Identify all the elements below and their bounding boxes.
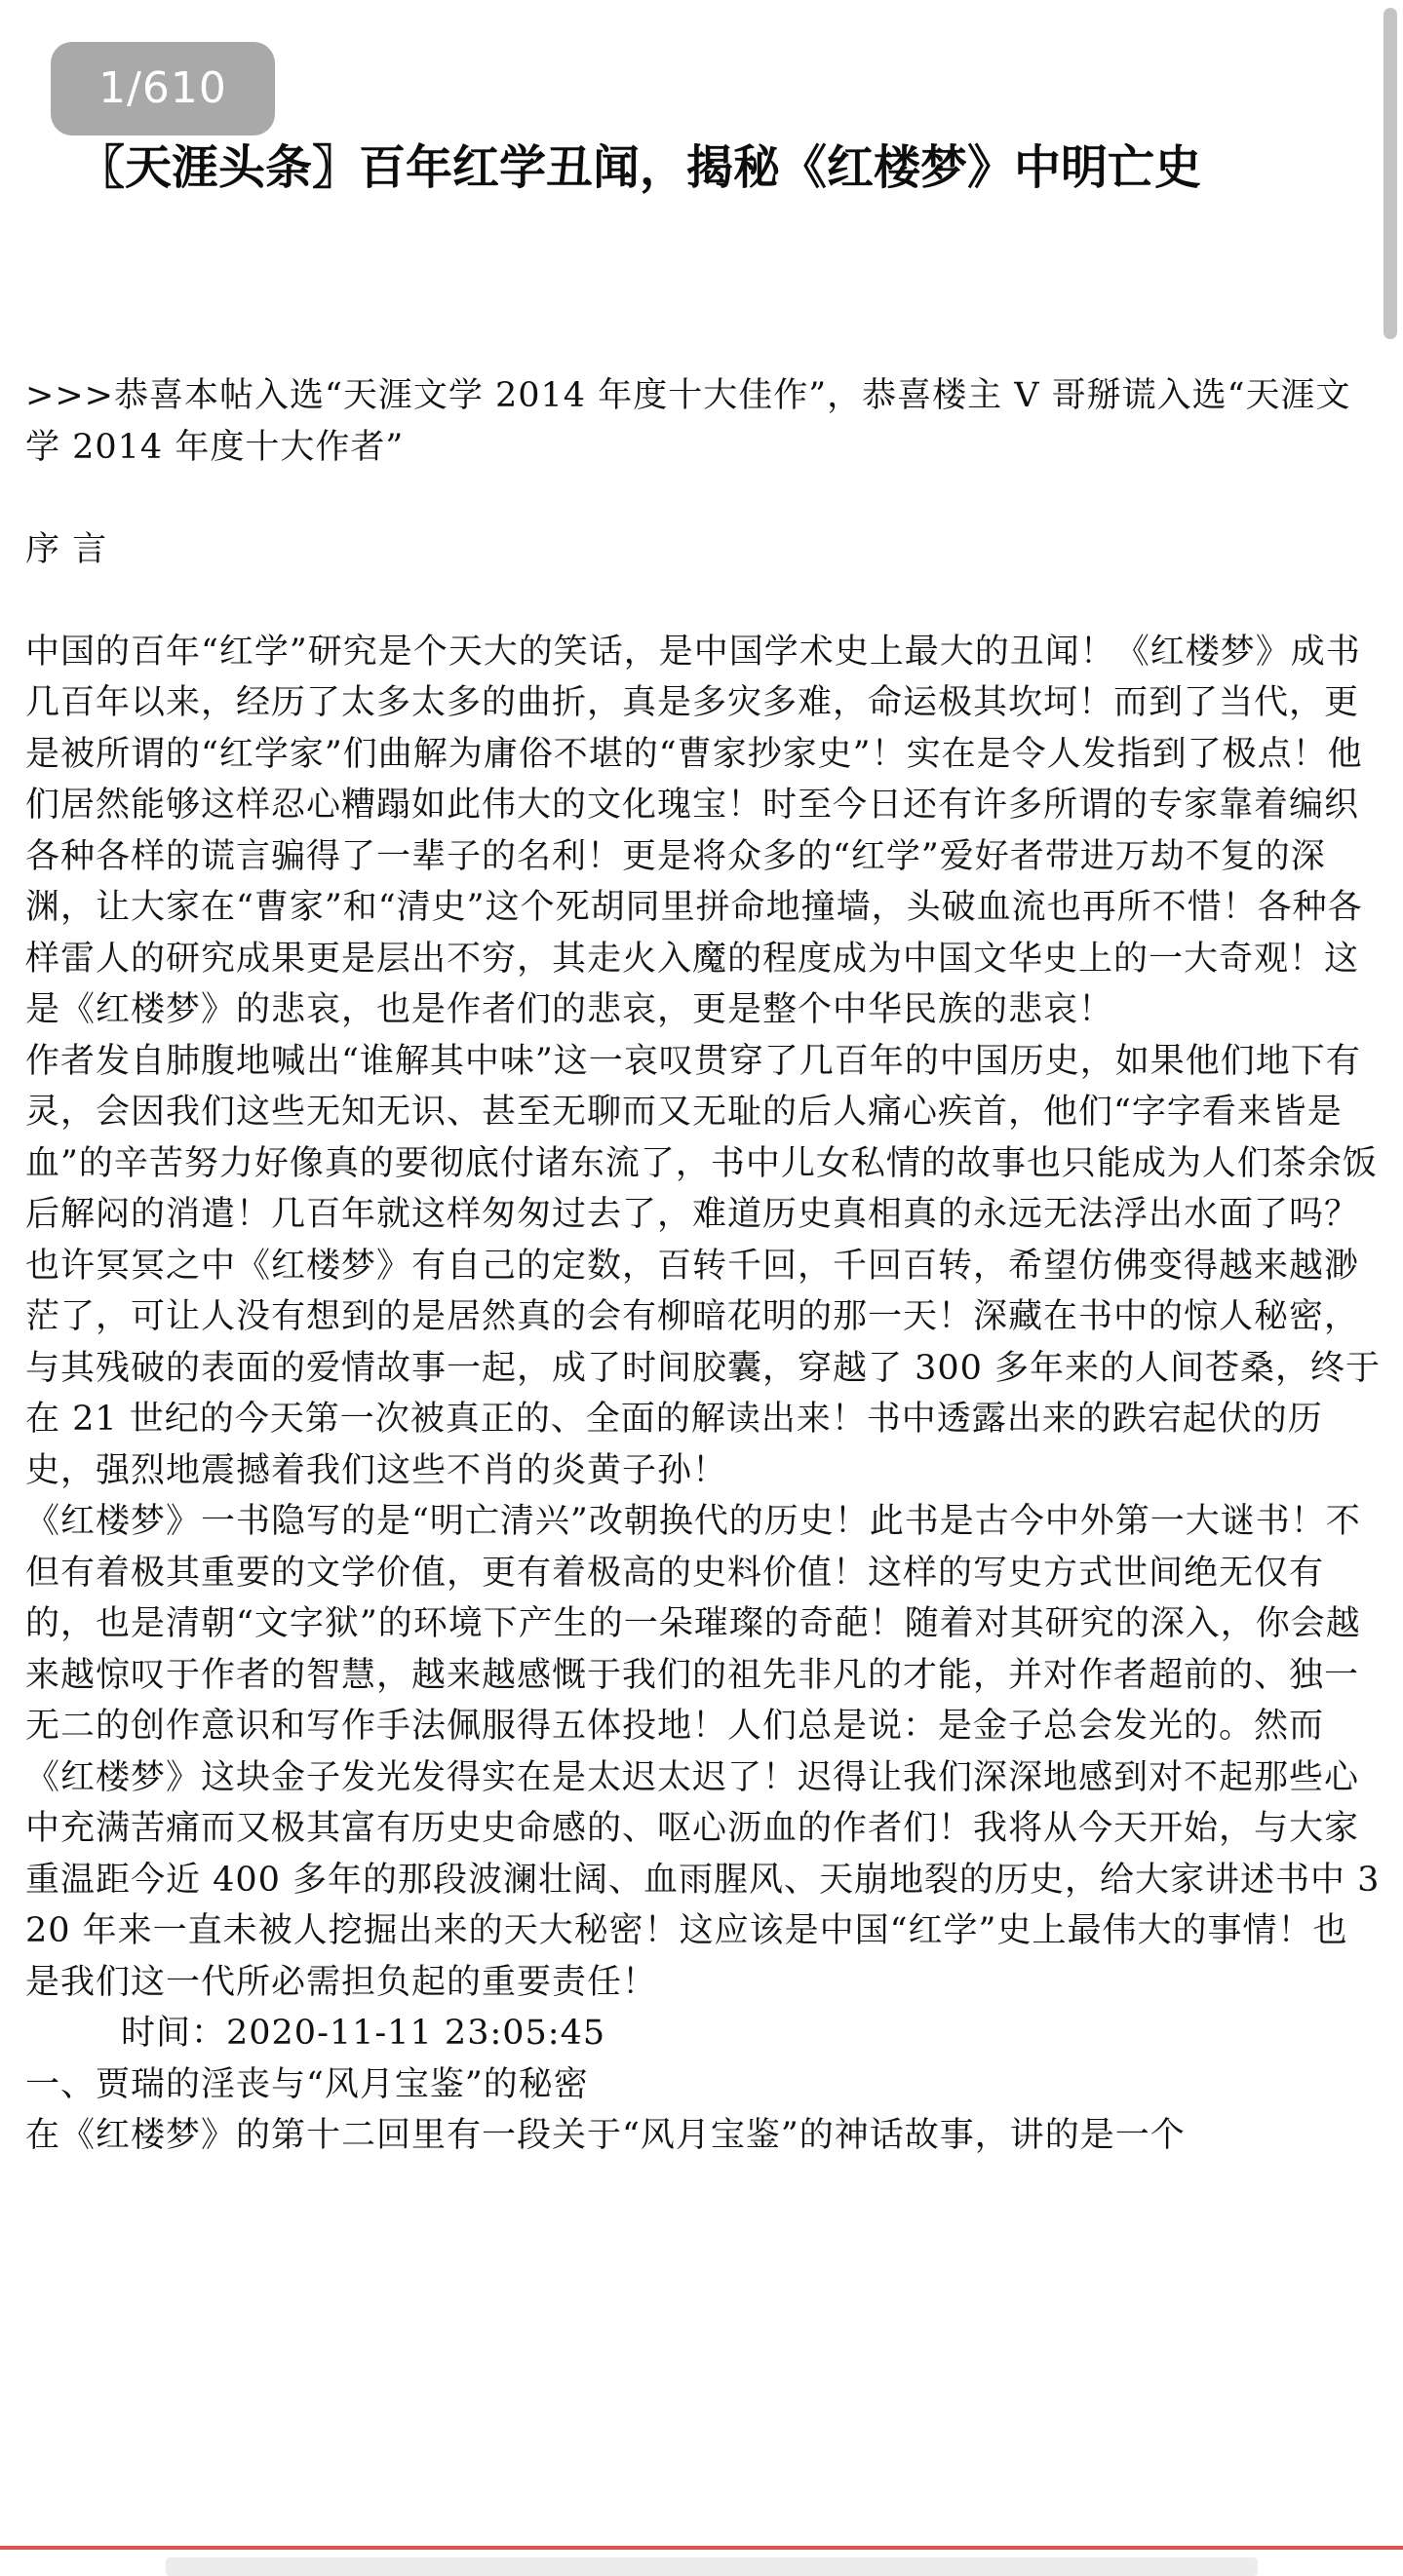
paragraph-3: 《红楼梦》一书隐写的是“明亡清兴”改朝换代的历史！此书是古今中外第一大谜书！不但有着极其重要的文学价值，更有着极高的史料价值！这样的写史方式世间绝无仅有的，也是清朝“文字狱”的环境下产生的一朵璀璨的奇葩！随着对其研究的深入，你会越来越惊叹于作者的智慧，越来越感慨于我们的祖先非凡的才能，并对作者超前的、独一无二的创作意识和写作手法佩服得五体投地！人们总是说：是金子总会发光的。然而《红楼梦》这块金子发光发得实在是太迟太迟了！迟得让我们深深地感到对不起那些心中充满苦痛而又极其富有历史史命感的、呕心沥血的作者们！我将从今天开始，与大家重温距今近 400 多年的那段波澜壮阔、血雨腥风、天崩地裂的历史，给大家讲述书中 320 年来一直未被人挖掘出来的天大秘密！这应该是中国“红学”史上最伟大的事情！也是我们这一代所必需担负起的重要责任！	[25, 1502, 1381, 2002]
page-indicator: 1/610	[51, 42, 275, 135]
document-body	[25, 370, 1383, 2162]
intro-notice: >>>恭喜本帖入选“天涯文学 2014 年度十大佳作”，恭喜楼主 V 哥掰谎入选“天涯文学 2014 年度十大作者”	[25, 376, 1351, 467]
paragraph-4: 在《红楼梦》的第十二回里有一段关于“风月宝鉴”的神话故事，讲的是一个	[25, 2116, 1186, 2155]
paragraph-2: 作者发自肺腹地喊出“谁解其中味”这一哀叹贯穿了几百年的中国历史，如果他们地下有灵，会因我们这些无知无识、甚至无聊而又无耻的后人痛心疾首，他们“字字看来皆是血”的辛苦努力好像真的要彻底付诸东流了，书中儿女私情的故事也只能成为人们茶余饭后解闷的消遣！几百年就这样匆匆过去了，难道历史真相真的永远无法浮出水面了吗？也许冥冥之中《红楼梦》有自己的定数，百转千回，千回百转，希望仿佛变得越来越渺茫了，可让人没有想到的是居然真的会有柳暗花明的那一天！深藏在书中的惊人秘密，与其残破的表面的爱情故事一起，成了时间胶囊，穿越了 300 多年来的人间苍桑，终于在 21 世纪的今天第一次被真正的、全面的解读出来！书中透露出来的跌宕起伏的历史，强烈地震撼着我们这些不肖的炎黄子孙！	[25, 1041, 1382, 1490]
bottom-toolbar	[166, 2557, 1258, 2576]
scrollbar-thumb[interactable]	[1384, 8, 1397, 339]
preface-heading: 序 言	[25, 529, 108, 569]
progress-bar	[0, 2546, 1403, 2550]
section-heading: 一、贾瑞的淫丧与“风月宝鉴”的秘密	[25, 2064, 589, 2104]
document-title: 〖天涯头条〗百年红学丑闻，揭秘《红楼梦》中明亡史	[78, 140, 1202, 195]
paragraph-1: 中国的百年“红学”研究是个天大的笑话，是中国学术史上最大的丑闻！《红楼梦》成书几百年以来，经历了太多太多的曲折，真是多灾多难，命运极其坎坷！而到了当代，更是被所谓的“红学家”们曲解为庸俗不堪的“曹家抄家史”！实在是令人发指到了极点！他们居然能够这样忍心糟蹋如此伟大的文化瑰宝！时至今日还有许多所谓的专家靠着编织各种各样的谎言骗得了一辈子的名利！更是将众多的“红学”爱好者带进万劫不复的深渊，让大家在“曹家”和“清史”这个死胡同里拼命地撞墙，头破血流也再所不惜！各种各样雷人的研究成果更是层出不穷，其走火入魔的程度成为中国文华史上的一大奇观！这是《红楼梦》的悲哀，也是作者们的悲哀，更是整个中华民族的悲哀！	[25, 632, 1363, 1029]
post-timestamp: 时间：2020-11-11 23:05:45	[121, 2014, 606, 2053]
